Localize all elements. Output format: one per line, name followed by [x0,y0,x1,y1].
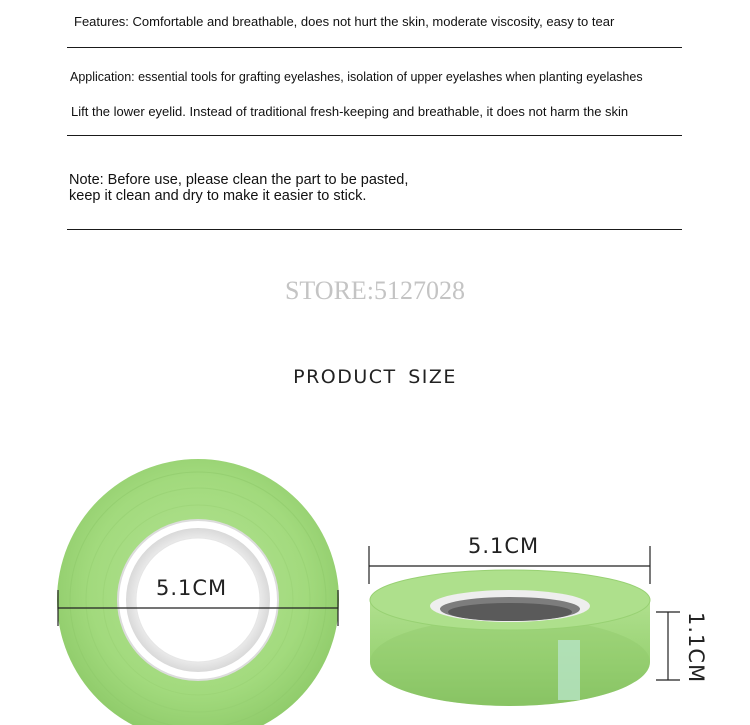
note-text [69,172,589,204]
store-watermark: STORE:5127028 [284,276,466,305]
divider-3 [67,229,682,230]
application-text: Application: essential tools for grafting eyelashes, isolation of upper eyelashes when planting eyelashes [70,70,643,84]
lift-text: Lift the lower eyelid. Instead of traditional fresh-keeping and breathable, it does not harm the skin [71,104,629,119]
features-text: Features: Comfortable and breathable, does not hurt the skin, moderate viscosity, easy to tear [74,14,615,29]
divider-2 [67,135,682,136]
tape-illustrations [0,420,750,725]
diameter-label-left: 5.1CM [156,576,228,600]
product-size-heading: PRODUCT SIZE [293,366,457,388]
height-line [656,612,680,680]
diameter-label-right: 5.1CM [468,534,540,558]
note-line-1: Note: Before use, please clean the part to be pasted, [69,172,409,188]
tape-roll-side [370,570,650,706]
divider-1 [67,47,682,48]
height-label: 1.1CM [684,612,708,684]
note-line-2: keep it clean and dry to make it easier to stick. [69,188,367,204]
